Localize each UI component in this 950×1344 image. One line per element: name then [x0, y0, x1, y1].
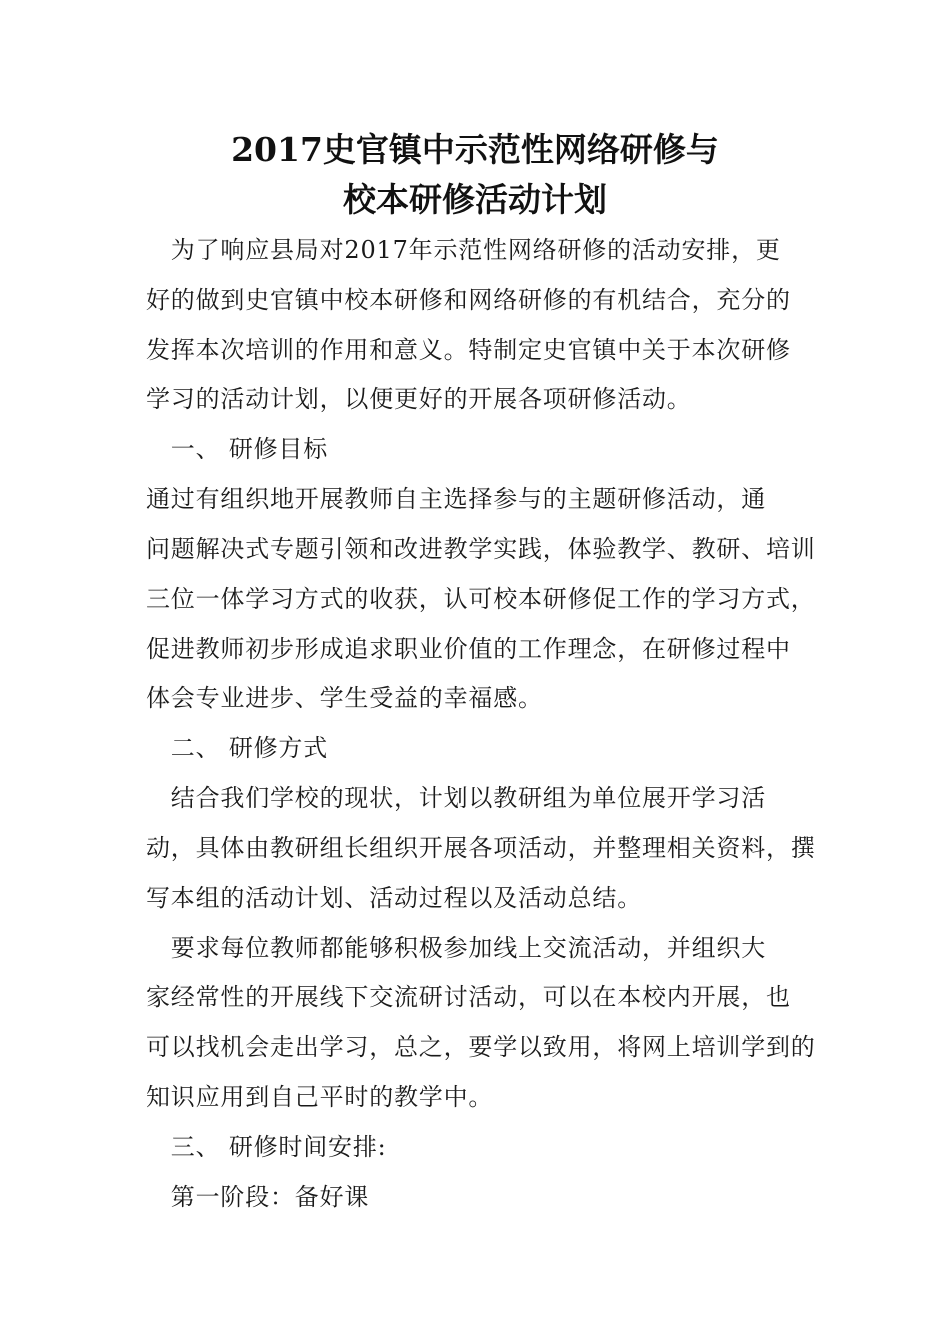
methods-line-2: 动，具体由教研组长组织开展各项活动，并整理相关资料，撰 — [146, 834, 816, 862]
section-heading-goals: 一、 研修目标 — [146, 435, 329, 463]
methods-line-6: 可以找机会走出学习，总之，要学以致用，将网上培训学到的 — [146, 1033, 816, 1061]
goals-line-2: 问题解决式专题引领和改进教学实践，体验教学、教研、培训 — [146, 535, 816, 563]
intro-line-4: 学习的活动计划，以便更好的开展各项研修活动。 — [146, 385, 692, 413]
methods-line-4: 要求每位教师都能够积极参加线上交流活动，并组织大 — [146, 934, 766, 962]
methods-line-7: 知识应用到自己平时的教学中。 — [146, 1083, 494, 1111]
methods-line-5: 家经常性的开展线下交流研讨活动，可以在本校内开展，也 — [146, 983, 791, 1011]
document-title-line-1: 2017史官镇中示范性网络研修与 — [231, 130, 719, 169]
goals-line-1: 通过有组织地开展教师自主选择参与的主题研修活动，通 — [146, 485, 766, 513]
goals-line-4: 促进教师初步形成追求职业价值的工作理念，在研修过程中 — [146, 635, 791, 663]
schedule-stage-1: 第一阶段：备好课 — [146, 1183, 370, 1211]
intro-line-1: 为了响应县局对2017年示范性网络研修的活动安排，更 — [146, 236, 781, 264]
section-heading-methods: 二、 研修方式 — [146, 734, 329, 762]
document-title-line-2: 校本研修活动计划 — [343, 180, 607, 219]
intro-line-3: 发挥本次培训的作用和意义。特制定史官镇中关于本次研修 — [146, 336, 791, 364]
section-heading-schedule: 三、 研修时间安排: — [146, 1133, 387, 1161]
goals-line-3: 三位一体学习方式的收获，认可校本研修促工作的学习方式， — [146, 585, 816, 613]
goals-line-5: 体会专业进步、学生受益的幸福感。 — [146, 684, 543, 712]
methods-line-1: 结合我们学校的现状，计划以教研组为单位展开学习活 — [146, 784, 766, 812]
intro-line-2: 好的做到史官镇中校本研修和网络研修的有机结合，充分的 — [146, 286, 791, 314]
methods-line-3: 写本组的活动计划、活动过程以及活动总结。 — [146, 884, 642, 912]
